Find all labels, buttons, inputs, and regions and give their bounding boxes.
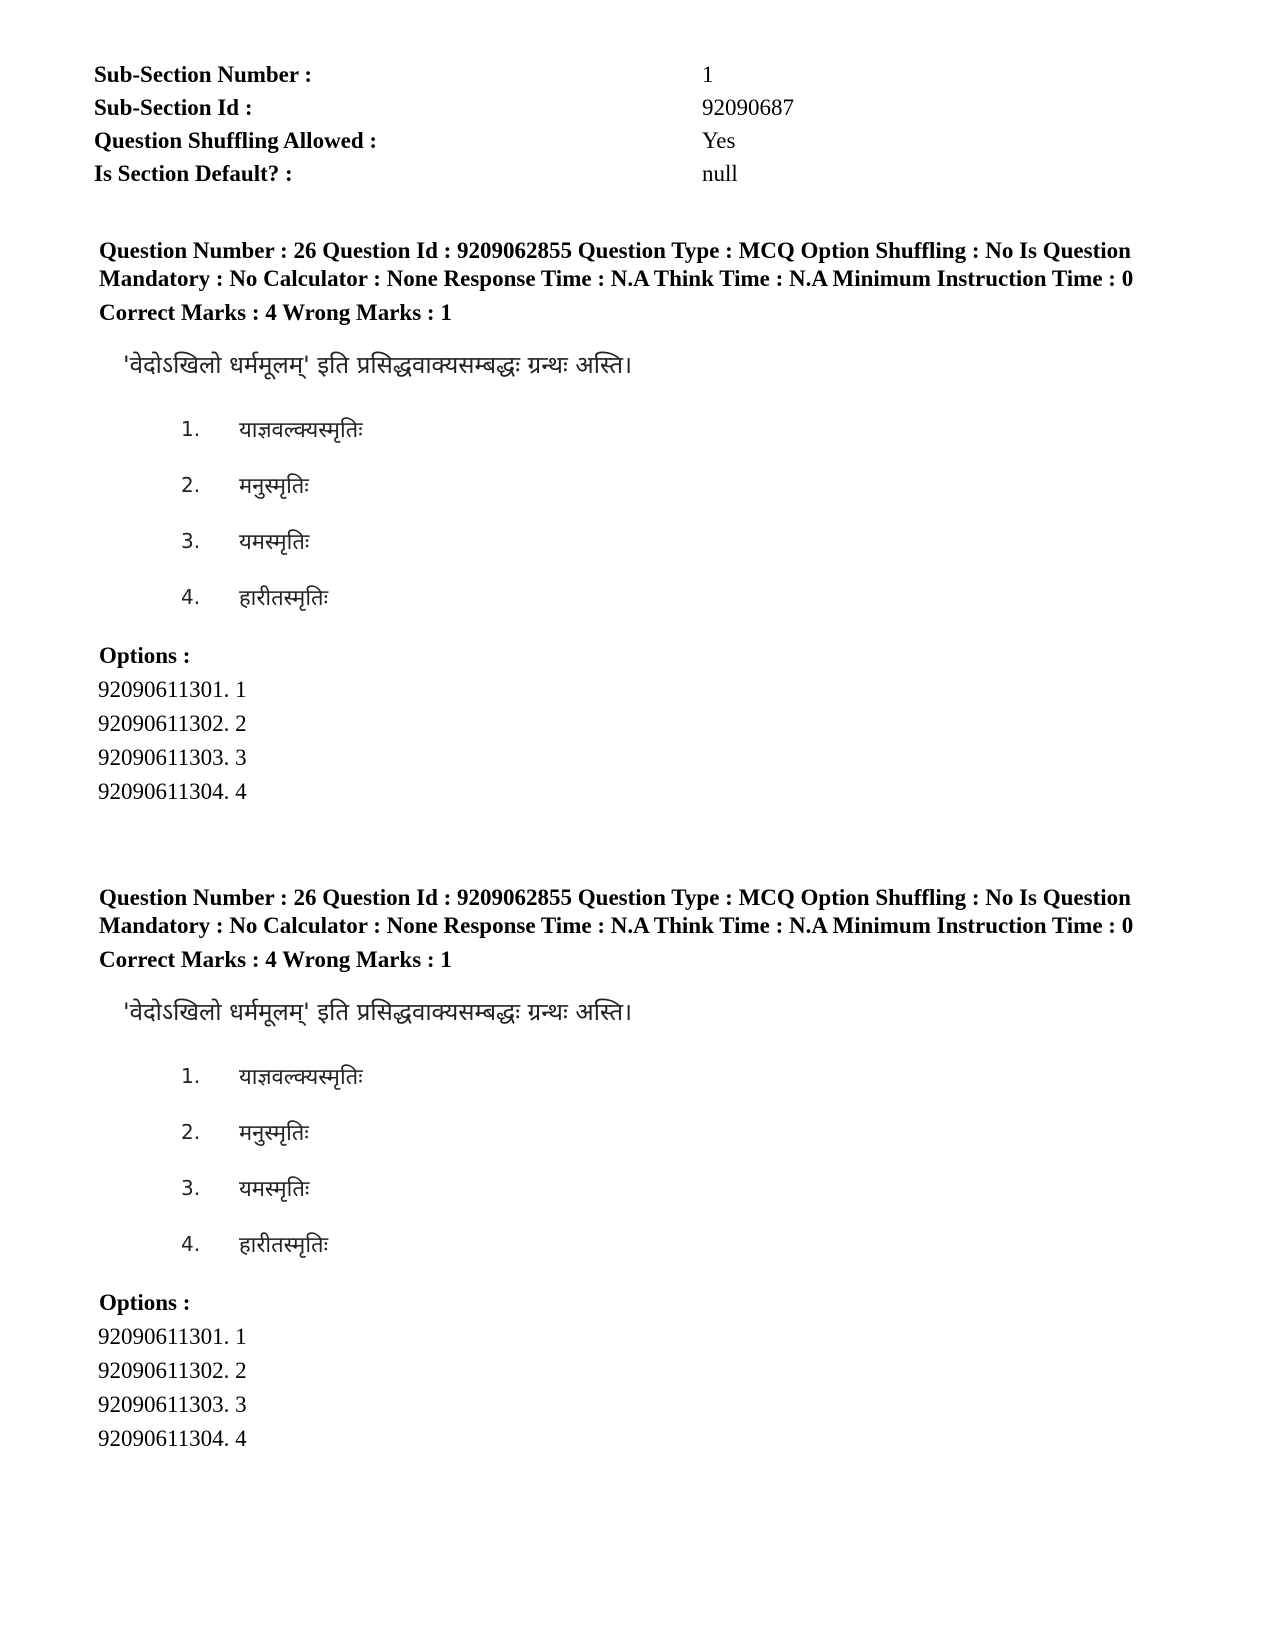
- options-title: Options :: [99, 643, 191, 668]
- meta-value: 92090687: [702, 95, 794, 120]
- meta-label: Is Section Default? :: [94, 161, 293, 186]
- question-text: 'वेदोऽखिलो धर्ममूलम्' इति प्रसिद्धवाक्यसम्बद्धः ग्रन्थः अस्ति।: [123, 998, 633, 1026]
- choice-item: [181, 457, 1139, 513]
- meta-value: null: [702, 161, 738, 186]
- choice-item: [181, 1104, 1139, 1160]
- question-body: [99, 349, 1139, 625]
- choice-text: यमस्मृतिः: [239, 1177, 310, 1202]
- meta-row-section-default: [94, 157, 994, 190]
- choice-number: 1.: [181, 1064, 201, 1088]
- meta-label: Sub-Section Number :: [94, 62, 313, 87]
- meta-value: Yes: [702, 128, 736, 153]
- choice-text: हारीतस्मृतिः: [239, 1233, 329, 1258]
- meta-row-sub-section-number: [94, 58, 994, 91]
- choice-number: 2.: [181, 473, 201, 497]
- option-id-row: 92090611304. 4: [98, 779, 247, 804]
- meta-label: Question Shuffling Allowed :: [94, 128, 378, 153]
- choice-number: 1.: [181, 417, 201, 441]
- choice-text: यमस्मृतिः: [239, 530, 310, 555]
- choice-text: हारीतस्मृतिः: [239, 586, 329, 611]
- option-id-row: 92090611301. 1: [98, 1324, 247, 1349]
- question-header: Question Number : 26 Question Id : 9209062855 Question Type : MCQ Option Shuffling : No Is Question Mandatory : No Calculator : None Response Time : N.A Think Time : N.A Minimum Instruction Time : 0: [99, 238, 1134, 291]
- section-metadata: [94, 58, 994, 190]
- option-id-row: 92090611302. 2: [98, 1358, 247, 1383]
- choice-text: मनुस्मृतिः: [239, 1121, 309, 1146]
- question-block: [99, 884, 1139, 1456]
- choice-text: मनुस्मृतिः: [239, 474, 309, 499]
- choice-list: [99, 401, 1139, 625]
- question-marks: Correct Marks : 4 Wrong Marks : 1: [99, 947, 452, 972]
- option-id-row: 92090611304. 4: [98, 1426, 247, 1451]
- choice-text: याज्ञवल्क्यस्मृतिः: [239, 418, 363, 443]
- meta-label: Sub-Section Id :: [94, 95, 253, 120]
- question-body: [99, 996, 1139, 1272]
- meta-value: 1: [702, 62, 714, 87]
- choice-list: [99, 1048, 1139, 1272]
- meta-row-question-shuffling: [94, 124, 994, 157]
- choice-text: याज्ञवल्क्यस्मृतिः: [239, 1065, 363, 1090]
- option-id-row: 92090611302. 2: [98, 711, 247, 736]
- choice-item: [181, 569, 1139, 625]
- option-id-row: 92090611303. 3: [98, 1392, 247, 1417]
- options-title: Options :: [99, 1290, 191, 1315]
- choice-item: [181, 513, 1139, 569]
- choice-number: 2.: [181, 1120, 201, 1144]
- meta-row-sub-section-id: [94, 91, 994, 124]
- choice-item: [181, 1048, 1139, 1104]
- question-block: [99, 237, 1139, 809]
- choice-item: [181, 1160, 1139, 1216]
- question-text: 'वेदोऽखिलो धर्ममूलम्' इति प्रसिद्धवाक्यसम्बद्धः ग्रन्थः अस्ति।: [123, 351, 633, 379]
- choice-number: 4.: [181, 585, 201, 609]
- choice-number: 3.: [181, 529, 201, 553]
- choice-item: [181, 401, 1139, 457]
- question-header: Question Number : 26 Question Id : 9209062855 Question Type : MCQ Option Shuffling : No Is Question Mandatory : No Calculator : None Response Time : N.A Think Time : N.A Minimum Instruction Time : 0: [99, 885, 1134, 938]
- question-marks: Correct Marks : 4 Wrong Marks : 1: [99, 300, 452, 325]
- choice-item: [181, 1216, 1139, 1272]
- option-id-row: 92090611303. 3: [98, 745, 247, 770]
- choice-number: 4.: [181, 1232, 201, 1256]
- option-id-row: 92090611301. 1: [98, 677, 247, 702]
- choice-number: 3.: [181, 1176, 201, 1200]
